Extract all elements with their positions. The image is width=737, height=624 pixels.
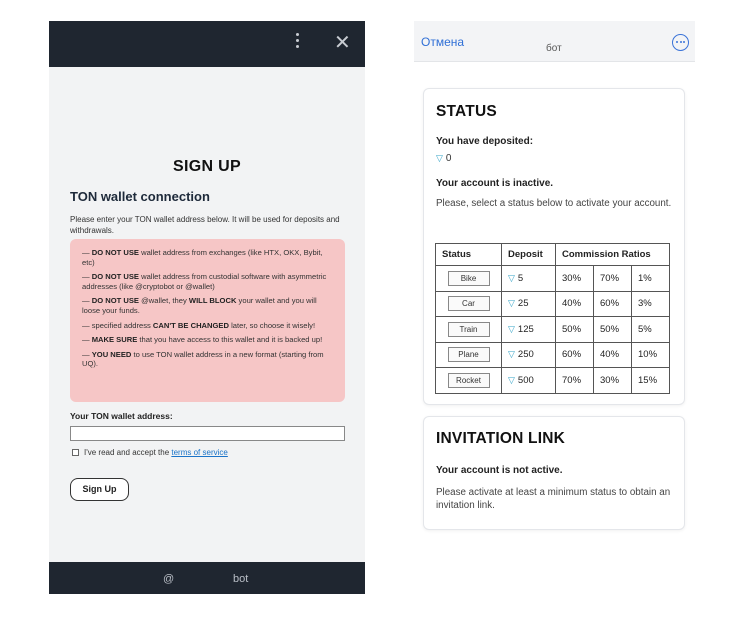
ratio-cell: 50% [556, 317, 594, 343]
warning-item: — DO NOT USE wallet address from custodial software with asymmetric addresses (like @cryptobot or @wallet) [82, 272, 327, 291]
col-status: Status [436, 244, 502, 266]
deposit-cell: ▽ 25 [502, 291, 556, 317]
warning-item: — DO NOT USE wallet address from exchanges (like HTX, OKX, Bybit, etc) [82, 248, 323, 267]
signup-top-bar [49, 21, 365, 67]
ton-diamond-icon: ▽ [508, 349, 515, 360]
section-subtitle: TON wallet connection [70, 189, 210, 204]
close-icon[interactable]: ✕ [334, 32, 351, 54]
description-text: Please enter your TON wallet address below. It will be used for deposits and withdrawals. [70, 215, 340, 235]
deposit-cell: ▽ 500 [502, 368, 556, 394]
ratio-cell: 40% [594, 342, 632, 368]
warning-item: — MAKE SURE that you have access to this wallet and it is backed up! [82, 335, 323, 345]
vertical-dots-icon[interactable] [292, 33, 302, 53]
deposit-cell: ▽ 5 [502, 266, 556, 292]
status-card [423, 88, 685, 405]
page-title: SIGN UP [173, 158, 241, 175]
table-row [436, 291, 670, 317]
status-select-button[interactable]: Bike [448, 271, 490, 286]
warning-item: — DO NOT USE @wallet, they WILL BLOCK your wallet and you will loose your funds. [82, 296, 317, 315]
table-row [436, 342, 670, 368]
ratio-cell: 15% [632, 368, 670, 394]
deposited-label: You have deposited: [436, 136, 534, 147]
ton-diamond-icon: ▽ [508, 323, 515, 334]
ratio-cell: 60% [556, 342, 594, 368]
ratio-cell: 5% [632, 317, 670, 343]
footer-at: @ [163, 573, 175, 585]
ratio-cell: 70% [556, 368, 594, 394]
status-title: STATUS [436, 103, 497, 120]
warning-item: — specified address CAN'T BE CHANGED later, so choose it wisely! [82, 320, 316, 330]
status-instruction: Please, select a status below to activate your account. [436, 198, 672, 209]
warning-box [70, 239, 345, 402]
deposit-cell: ▽ 125 [502, 317, 556, 343]
status-table [435, 243, 670, 394]
status-select-button[interactable]: Train [448, 322, 490, 337]
ratio-cell: 60% [594, 291, 632, 317]
warning-item: — YOU NEED to use TON wallet address in a new format (starting from UQ). [82, 349, 324, 369]
header-title: бот [546, 43, 562, 54]
ratio-cell: 3% [632, 291, 670, 317]
inactive-notice: Your account is inactive. [436, 178, 554, 189]
deposit-cell: ▽ 250 [502, 342, 556, 368]
col-commission: Commission Ratios [556, 244, 670, 266]
invitation-title: INVITATION LINK [436, 430, 565, 447]
ratio-cell: 30% [556, 266, 594, 292]
tos-row [72, 448, 228, 457]
wallet-address-input[interactable] [70, 426, 345, 441]
status-select-button[interactable]: Car [448, 296, 490, 311]
ratio-cell: 70% [594, 266, 632, 292]
bot-footer-bar [49, 562, 365, 594]
deposited-amount: ▽ 0 [436, 153, 452, 164]
signup-window [49, 21, 365, 594]
more-circle-icon[interactable] [672, 34, 689, 51]
status-window [414, 21, 695, 541]
terms-of-service-link[interactable]: terms of service [171, 448, 228, 457]
status-select-button[interactable]: Rocket [448, 373, 490, 388]
table-row [436, 317, 670, 343]
tos-checkbox[interactable] [72, 449, 79, 456]
table-row [436, 266, 670, 292]
invitation-card [423, 416, 685, 530]
ton-diamond-icon: ▽ [508, 272, 515, 283]
invitation-instruction: Please activate at least a minimum status to obtain an invitation link. [436, 487, 671, 511]
ratio-cell: 50% [594, 317, 632, 343]
ton-diamond-icon: ▽ [436, 153, 443, 163]
ton-diamond-icon: ▽ [508, 374, 515, 385]
footer-bot-name: bot [233, 573, 249, 585]
status-select-button[interactable]: Plane [448, 347, 490, 362]
ratio-cell: 40% [556, 291, 594, 317]
table-row [436, 368, 670, 394]
app-header [414, 21, 695, 62]
tos-prefix: I've read and accept the [84, 448, 170, 457]
not-active-notice: Your account is not active. [436, 465, 563, 476]
cancel-button[interactable]: Отмена [421, 35, 465, 49]
ratio-cell: 10% [632, 342, 670, 368]
wallet-address-label: Your TON wallet address: [70, 411, 173, 421]
col-deposit: Deposit [502, 244, 556, 266]
sign-up-button[interactable]: Sign Up [70, 478, 129, 501]
ton-diamond-icon: ▽ [508, 298, 515, 309]
ratio-cell: 1% [632, 266, 670, 292]
ratio-cell: 30% [594, 368, 632, 394]
